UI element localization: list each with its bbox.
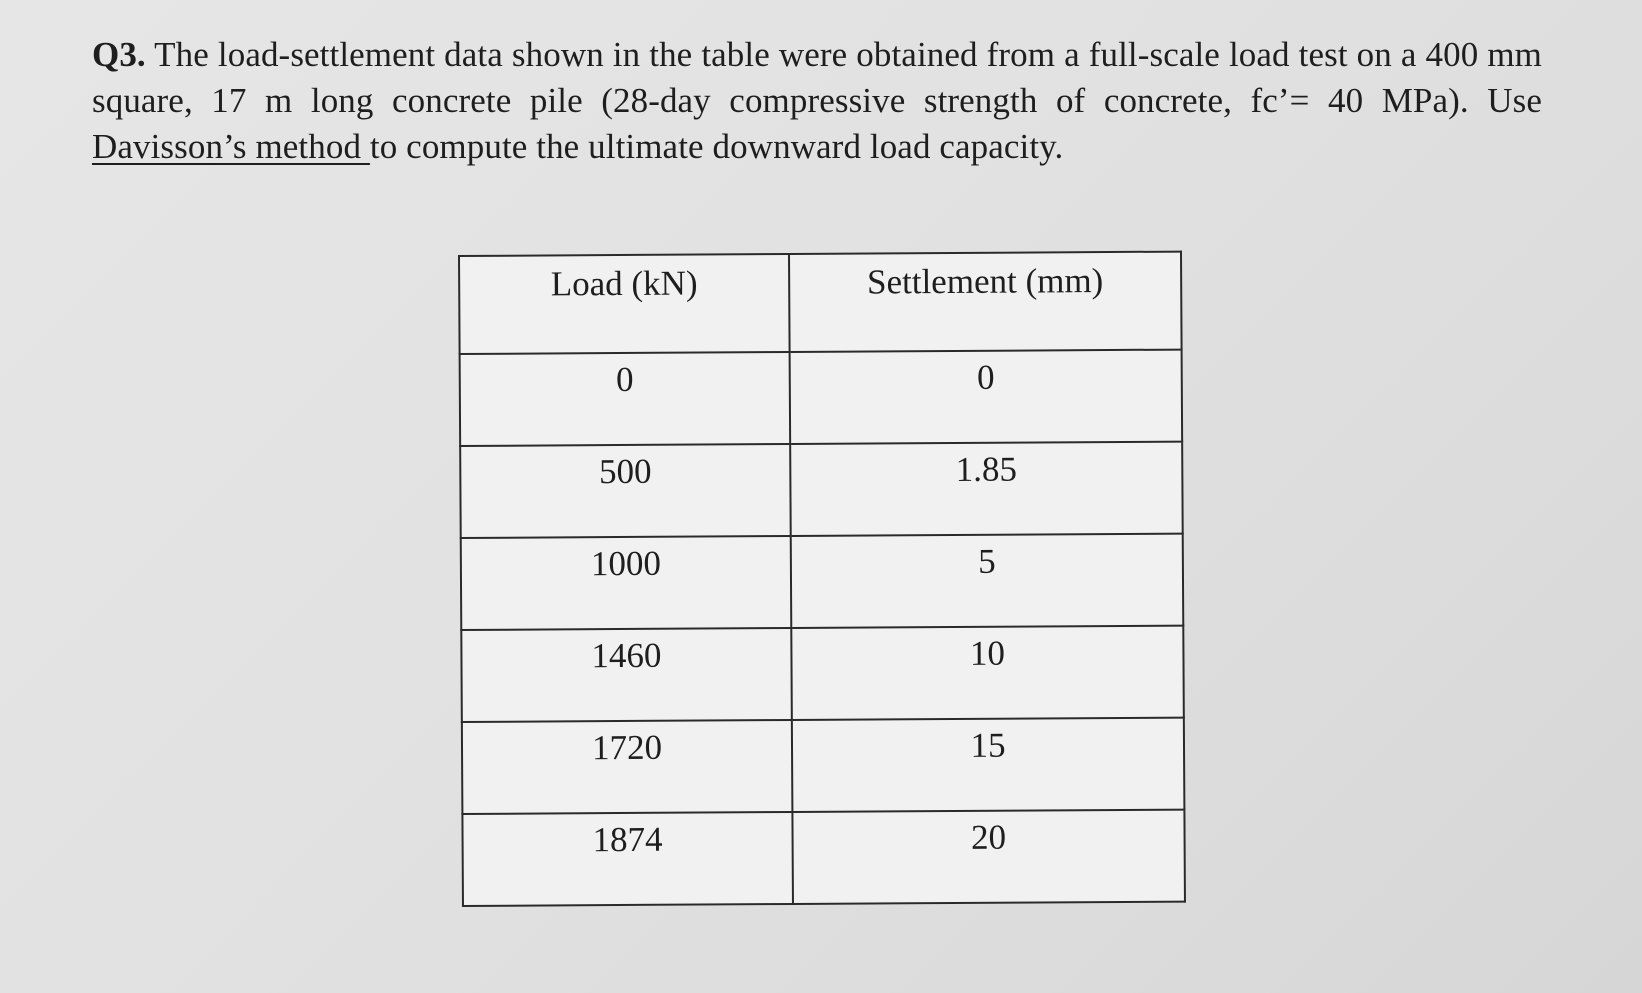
cell-load: 0 [460, 352, 791, 446]
header-settlement: Settlement (mm) [789, 252, 1182, 352]
table-row [462, 810, 1185, 906]
question-body-start: The load-settlement data shown in the table were obtained from a full-scale load test on a 400 mm square, 17 m long concrete pile (28-day compressive strength of concrete, fc’= 40 MPa). Use [92, 35, 1542, 120]
cell-settlement: 0 [790, 350, 1183, 444]
cell-load: 500 [460, 444, 791, 538]
cell-load: 1874 [462, 812, 793, 906]
cell-settlement: 1.85 [790, 442, 1183, 536]
table-row [461, 626, 1184, 722]
load-settlement-table-container [458, 251, 1186, 907]
cell-settlement: 10 [791, 626, 1184, 720]
table-row [461, 534, 1184, 630]
table-row [462, 718, 1185, 814]
cell-settlement: 5 [791, 534, 1184, 628]
table-row [460, 350, 1183, 446]
question-text [92, 32, 1542, 170]
cell-settlement: 20 [792, 810, 1185, 904]
question-body-end: to compute the ultimate downward load capacity. [369, 127, 1064, 166]
cell-load: 1460 [461, 628, 792, 722]
method-name-underlined: Davisson’s method [92, 127, 370, 166]
cell-load: 1000 [461, 536, 792, 630]
load-settlement-table [458, 251, 1186, 907]
table-row [460, 442, 1183, 538]
header-load: Load (kN) [459, 254, 790, 354]
cell-load: 1720 [462, 720, 793, 814]
question-label: Q3. [92, 35, 146, 74]
cell-settlement: 15 [792, 718, 1185, 812]
table-header-row [459, 252, 1182, 354]
